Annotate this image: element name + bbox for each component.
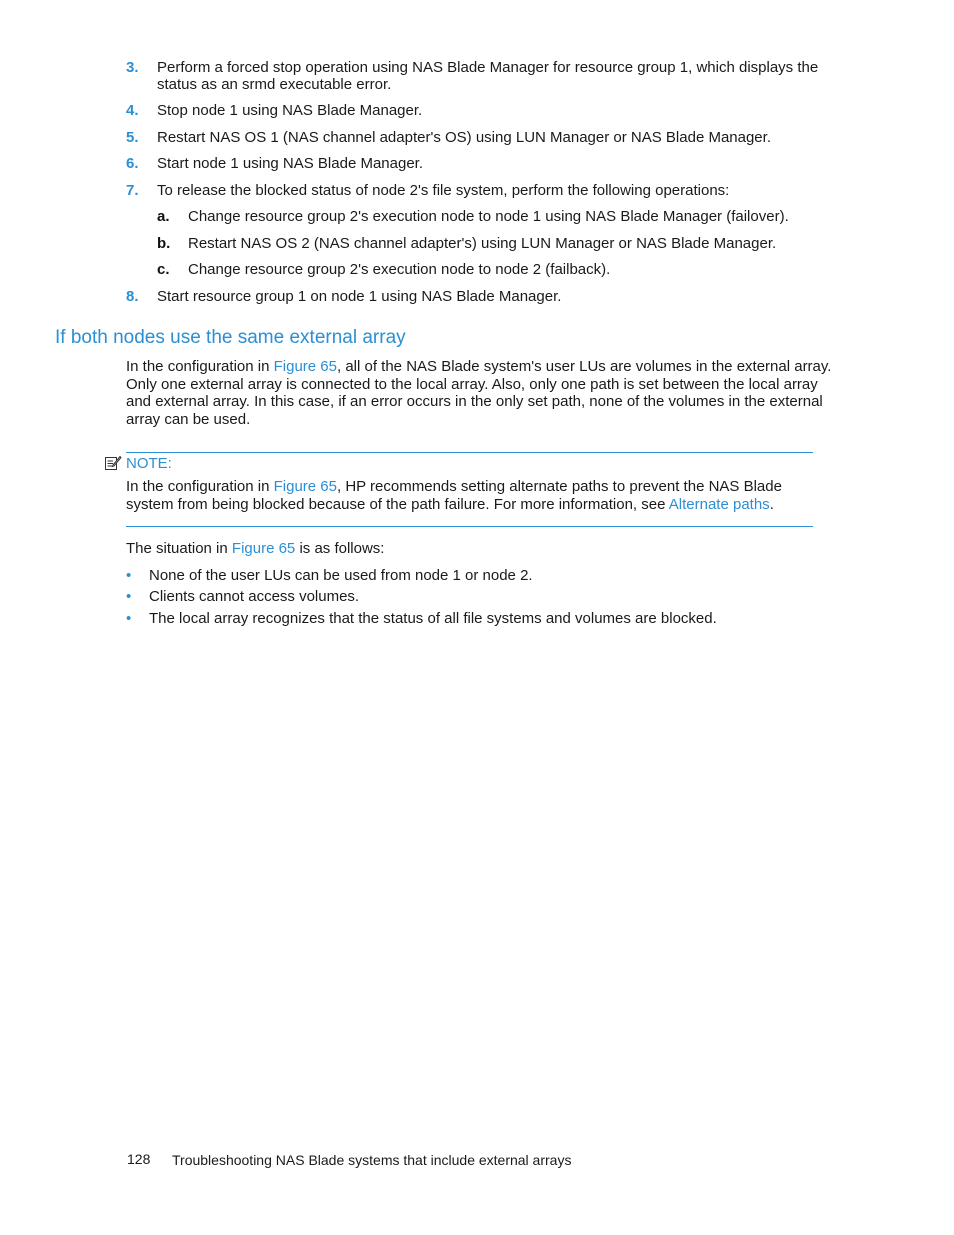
step-number: 6.: [126, 155, 139, 172]
figure-65-link[interactable]: Figure 65: [273, 478, 337, 495]
substep-text: Change resource group 2's execution node to node 2 (failback).: [188, 261, 611, 278]
note-bottom-rule: [126, 526, 813, 527]
figure-65-link[interactable]: Figure 65: [231, 540, 296, 557]
note-icon: [104, 454, 122, 472]
step-number: 8.: [126, 288, 139, 305]
substep-letter: c.: [157, 261, 170, 278]
section-heading: If both nodes use the same external array: [55, 327, 406, 348]
step-number: 7.: [126, 182, 139, 199]
note-label-text: NOTE:: [126, 454, 172, 472]
note-text-middle: , HP recommends setting alternate paths to prevent the NAS Blade system from being blocked because of the path failure. For more information, see: [126, 478, 782, 513]
substep-text: Restart NAS OS 2 (NAS channel adapter's) using LUN Manager or NAS Blade Manager.: [188, 235, 777, 252]
step-text: Stop node 1 using NAS Blade Manager.: [157, 102, 423, 119]
step-text: Restart NAS OS 1 (NAS channel adapter's OS) using LUN Manager or NAS Blade Manager.: [157, 129, 771, 146]
alternate-paths-link[interactable]: Alternate paths: [668, 496, 770, 513]
bullet-icon: •: [126, 588, 132, 605]
note-label: [104, 454, 172, 472]
bullet-text: The local array recognizes that the status of all file systems and volumes are blocked.: [149, 610, 717, 627]
note-body: [126, 478, 806, 514]
page-number: 128: [127, 1151, 151, 1167]
step-text: Perform a forced stop operation using NAS Blade Manager for resource group 1, which displays the status as an srmd executable error.: [157, 59, 819, 93]
intro-text-end: , all of the NAS Blade system's user LUs are volumes in the external array. Only one external array is connected to the local array. Also, only one path is set between the local array and external array. In this case, if an error occurs in the only set path, none of the volumes in the external array can be used.: [126, 358, 832, 428]
bullet-text: None of the user LUs can be used from node 1 or node 2.: [149, 567, 533, 584]
situation-text-end: is as follows:: [295, 540, 385, 557]
figure-65-link[interactable]: Figure 65: [273, 358, 337, 375]
footer-title: Troubleshooting NAS Blade systems that include external arrays: [172, 1152, 572, 1168]
bullet-icon: •: [126, 610, 132, 627]
step-text: Start resource group 1 on node 1 using NAS Blade Manager.: [157, 288, 562, 305]
situation-paragraph: [126, 540, 836, 558]
intro-paragraph: [126, 358, 836, 428]
intro-text-start: In the configuration in: [126, 358, 274, 375]
note-top-rule: [126, 452, 813, 453]
step-number: 4.: [126, 102, 139, 119]
situation-text-start: The situation in: [126, 540, 232, 557]
step-number: 3.: [126, 59, 139, 76]
substep-letter: a.: [157, 208, 170, 225]
bullet-icon: •: [126, 567, 132, 584]
step-number: 5.: [126, 129, 139, 146]
note-text-end: .: [769, 496, 774, 513]
bullet-text: Clients cannot access volumes.: [149, 588, 360, 605]
step-text: Start node 1 using NAS Blade Manager.: [157, 155, 424, 172]
substep-letter: b.: [157, 235, 171, 252]
step-text: To release the blocked status of node 2's file system, perform the following operations:: [157, 182, 730, 199]
note-text-start: In the configuration in: [126, 478, 274, 495]
substep-text: Change resource group 2's execution node to node 1 using NAS Blade Manager (failover).: [188, 208, 789, 225]
